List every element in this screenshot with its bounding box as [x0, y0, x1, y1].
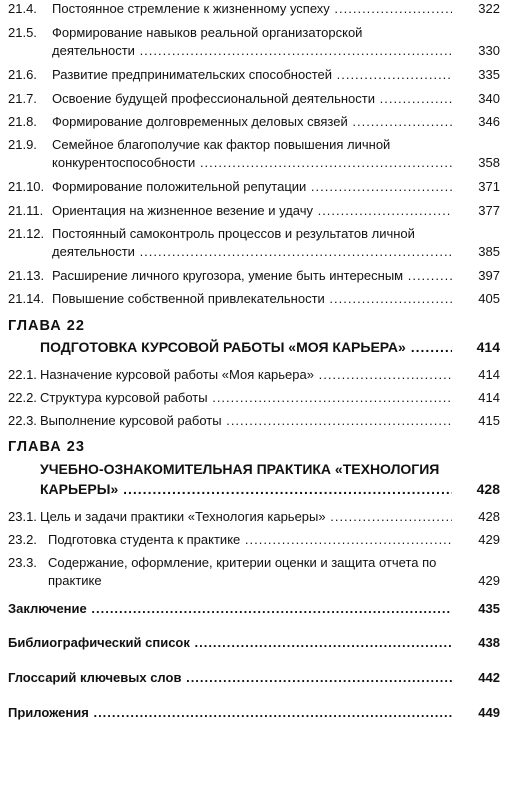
toc-entry-21-5: [0, 24, 515, 60]
toc-entry-glossary: [0, 669, 515, 689]
toc-entry-21-13: [0, 267, 515, 285]
toc-entry-21-6: [0, 66, 515, 84]
toc-entry-21-9: [0, 136, 515, 172]
toc-entry-line: практике: [48, 573, 102, 588]
page-number: 415: [478, 413, 500, 428]
page-number: 405: [478, 291, 500, 306]
section-number: 21.11.: [8, 203, 44, 218]
page-number: 335: [478, 67, 500, 82]
toc-entry-conclusion: [0, 600, 515, 620]
toc-entry-21-14: [0, 290, 515, 308]
section-number: 23.3.: [8, 555, 37, 570]
toc-entry-22-2: [0, 389, 515, 407]
toc-entry-line: Формирование долговременных деловых связей: [52, 114, 348, 129]
section-number: 21.14.: [8, 291, 45, 306]
page-number: 371: [478, 179, 500, 194]
page-number: 435: [478, 601, 500, 616]
page-number: 442: [478, 670, 500, 685]
section-number: 21.5.: [8, 25, 37, 40]
section-number: 21.12.: [8, 226, 45, 241]
toc-entry-line: Освоение будущей профессиональной деятельности: [52, 91, 375, 106]
section-number: 22.3.: [8, 413, 37, 428]
page-number: 428: [476, 481, 500, 497]
toc-entry-line: Структура курсовой работы: [40, 390, 208, 405]
toc-entry-line: Цель и задачи практики «Технология карьеры»: [40, 509, 326, 524]
toc-entry-22-1: [0, 366, 515, 384]
toc-entry-bibliography: [0, 634, 515, 654]
toc-entry-line: Постоянный самоконтроль процессов и результатов личной: [52, 226, 415, 241]
toc-entry-line: Постоянное стремление к жизненному успеху .....: [52, 0, 452, 18]
chapter-label: ГЛАВА 22: [8, 318, 85, 334]
toc-entry-line: Формирование положительной репутации: [52, 179, 307, 194]
toc-entry-line: Повышение собственной привлекательности: [52, 291, 325, 306]
section-number: 21.10.: [8, 179, 45, 194]
toc-entry-21-8: [0, 113, 515, 131]
section-number: 21.8.: [8, 114, 37, 129]
page-number: 330: [478, 43, 500, 58]
chapter-title-22: [0, 338, 515, 358]
toc-entry-line: Библиографический список: [8, 635, 190, 650]
toc-entry-line: Ориентация на жизненное везение и удачу: [52, 203, 313, 218]
toc-entry-line: Формирование навыков реальной организаторской: [52, 25, 363, 40]
section-number: 21.13.: [8, 268, 45, 283]
chapter-title-23: [0, 459, 515, 499]
section-number: 21.4.: [8, 1, 37, 16]
section-number: 23.1.: [8, 509, 37, 524]
toc-entry-21-4: [0, 0, 515, 18]
page-number: 438: [478, 635, 500, 650]
page-number: 385: [478, 244, 500, 259]
page-number: 429: [478, 532, 500, 547]
toc-entry-line: Расширение личного кругозора, умение быть интересным: [52, 268, 404, 283]
toc-entry-line: Назначение курсовой работы «Моя карьера»: [40, 367, 314, 382]
toc-entry-21-11: [0, 202, 515, 220]
toc-entry-line: Заключение: [8, 601, 87, 616]
toc-entry-21-7: [0, 90, 515, 108]
toc-entry-line: Подготовка студента к практике: [48, 532, 241, 547]
toc-entry-line: Семейное благополучие как фактор повышения личной: [52, 137, 391, 152]
chapter-title: УЧЕБНО-ОЗНАКОМИТЕЛЬНАЯ ПРАКТИКА «ТЕХНОЛОГИЯ: [40, 461, 440, 477]
chapter-title: КАРЬЕРЫ»: [40, 481, 119, 497]
toc-entry-23-2: [0, 531, 515, 549]
page-number: 340: [478, 91, 500, 106]
page-number: 358: [478, 155, 500, 170]
section-number: 23.2.: [8, 532, 37, 547]
page-number: 377: [478, 203, 500, 218]
section-number: 21.9.: [8, 137, 37, 152]
toc-entry-line: деятельности: [52, 244, 135, 259]
section-number: 22.1.: [8, 367, 37, 382]
toc-entry-22-3: [0, 412, 515, 430]
toc-entry-appendices: [0, 704, 515, 724]
section-number: 21.7.: [8, 91, 37, 106]
toc-entry-line: деятельности: [52, 43, 135, 58]
toc-entry-line: Приложения: [8, 705, 89, 720]
toc-entry-line: конкурентоспособности: [52, 155, 196, 170]
page-number: 322: [478, 1, 500, 16]
toc-entry-line: Глоссарий ключевых слов: [8, 670, 182, 685]
page-number: 397: [478, 268, 500, 283]
chapter-title: ПОДГОТОВКА КУРСОВОЙ РАБОТЫ «МОЯ КАРЬЕРА»: [40, 339, 406, 355]
toc-entry-23-3: [0, 554, 515, 590]
page-number: 414: [478, 367, 500, 382]
toc-entry-line: Развитие предпринимательских способностей: [52, 67, 332, 82]
toc-entry-line: Содержание, оформление, критерии оценки и защита отчета по: [48, 555, 437, 570]
toc-entry-21-12: [0, 225, 515, 261]
page-number: 414: [476, 339, 500, 355]
page-number: 449: [478, 705, 500, 720]
section-number: 22.2.: [8, 390, 37, 405]
page-number: 428: [478, 509, 500, 524]
section-number: 21.6.: [8, 67, 37, 82]
toc-entry-23-1: [0, 508, 515, 526]
page-number: 346: [478, 114, 500, 129]
toc-entry-21-10: [0, 178, 515, 196]
page-number: 429: [478, 573, 500, 588]
toc-entry-line: Выполнение курсовой работы: [40, 413, 222, 428]
chapter-label: ГЛАВА 23: [8, 439, 85, 455]
page-number: 414: [478, 390, 500, 405]
